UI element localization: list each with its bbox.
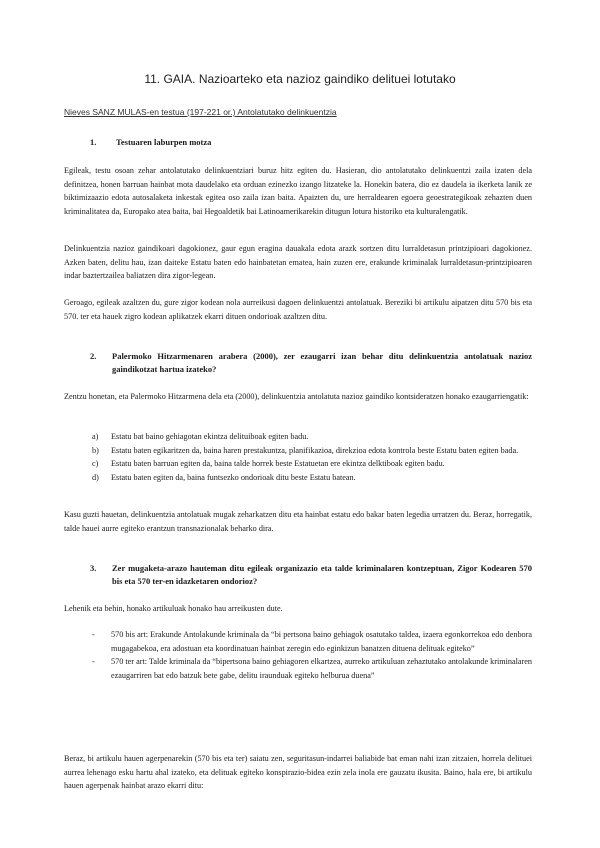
list-item-text: 570 ter art: Talde kriminala da “bipertsona baino gehiagoren elkartzea, aurreko artikuluan zehaztutako antolakunde kriminalaren ezaugarriren bat edo batzuk bete gabe, delitu iraunduak egiteko helburua duena” xyxy=(111,657,532,680)
section-1-title: Testuaren laburpen motza xyxy=(116,137,212,147)
section-2-intro: Zentzu honetan, eta Palermoko Hitzarmena dela eta (2000), delinkuentzia antolatuta nazioz gaindiko kontsideratzen honako ezaugarriengatik: xyxy=(64,392,529,401)
source-reference: Nieves SANZ MULAS-en testua (197-221 or.) Antolatutako delinkuentzia xyxy=(64,107,337,117)
articles-list xyxy=(92,628,532,682)
section-2-title: Palermoko Hitzarmenaren arabera (2000), zer ezaugarri izan behar ditu delinkuentzia antolatuak nazioz gaindikotzat hartua izateko? xyxy=(112,351,532,374)
section-3-intro: Lehenik eta behin, honako artikuluak honako hau arreikusten dute. xyxy=(64,604,283,613)
list-item-text: Estatu bat baino gehiagotan ekintza delituiboak egiten badu. xyxy=(111,432,309,441)
criteria-list xyxy=(92,430,532,484)
list-item xyxy=(92,430,532,444)
list-item-text: Estatu baten egikaritzen da, baina haren prestakuntza, planifikazioa, direkzioa edota kontrola beste Estatu baten egiten bada. xyxy=(111,445,519,455)
list-item xyxy=(92,444,532,458)
list-marker: c) xyxy=(92,459,99,468)
document-title: 11. GAIA. Nazioarteko eta nazioz gaindiko delituei lotutako xyxy=(144,72,456,86)
section-2-number: 2. xyxy=(90,351,97,361)
list-marker: - xyxy=(92,630,95,639)
section-1-paragraph: Egileak, testu osoan zehar antolatutako delinkuentziari buruz hitz egiten du. Hasieran, dio antolatutako delinkuentzi zaila izaten dela definitzea, honen barruan hainbat mota daudelako eta orduan ezinezko izango litzateke la. Honekin batera, dio ez daudela ia ikerketa lanik ze biktimizaazio edota autosalaketa inkestak egitea oso zaila izan baita. Apaizten du, ure herraldearen egoera geoestrategikoak zehazten duen kriminalitatea da, Europako atea baita, bai Hegoaldetik bai Latinoamerikarekin ditugun lotura historiko eta kulturalengatik. xyxy=(64,166,532,216)
list-item-text: Estatu baten barruan egiten da, baina talde horrek beste Estatuetan ere ekintza delktiboak egiten badu. xyxy=(111,459,445,468)
section-2-closing: Kasu guzti hauetan, delinkuentzia antolatuak mugak zeharkatzen ditu eta hainbat estatu edo bakar baten legedia urratzen du. Beraz, horregatik, talde hauei aurre egiteko erantzun transnazionalak beharko dira. xyxy=(64,510,532,533)
list-marker: d) xyxy=(92,472,99,482)
section-3-heading xyxy=(64,562,532,588)
list-item xyxy=(92,471,532,485)
section-2-heading xyxy=(64,350,532,376)
list-marker: a) xyxy=(92,432,99,441)
list-item xyxy=(92,457,532,471)
section-1-paragraph: Geroago, egileak azaltzen du, gure zigor kodean nola aurreikusi dagoen delinkuentzi antolatuak. Bereziki bi artikulu aipatzen ditu 570 bis eta 570. ter eta hauek zigro kodean aplikatzek ekarri dituen ondorioak azaltzen ditu. xyxy=(64,298,532,321)
list-item-text: Estatu baten egiten da, baina funtsezko ondorioak ditu beste Estatu batean. xyxy=(111,472,356,482)
list-item xyxy=(92,655,532,682)
section-1-heading xyxy=(64,136,532,149)
section-1-number: 1. xyxy=(90,137,97,147)
list-item-text: 570 bis art: Erakunde Antolakunde kriminala da “bi pertsona baino gehiagok osatutako taldea, izaera egonkorrekoa edo denbora mugagabekoa, era adostuan eta koordinatuan hainbat zeregin edo eginkizun banatzen dituena delituak egiteko” xyxy=(111,630,532,653)
list-marker: b) xyxy=(92,445,99,455)
list-item xyxy=(92,628,532,655)
section-3-title: Zer mugaketa-arazo hauteman ditu egileak organizazio eta talde kriminalaren kontzeptuan, Zigor Kodearen 570 bis eta 570 ter-en idazketaren ondorioz? xyxy=(112,563,532,586)
section-3-number: 3. xyxy=(90,563,97,573)
section-3-closing: Beraz, bi artikulu hauen agerpenarekin (570 bis eta ter) saiatu zen, seguritasun-indarrei baliabide bat eman nahi izan zitzaien, horrela delituei aurrea lehenago esku hartu ahal izateko, eta delituak egiteko konspirazio-bidea ezin zela inola ere gauzatu ikusita. Baino, hala ere, bi artikulu hauen agerpenak hainbat arazo ekarri ditu: xyxy=(64,754,532,790)
section-1-paragraph: Delinkuentzia nazioz gaindikoari dagokionez, gaur egun eragina dauakala edota arazk sortzen ditu lurraldetasun printzipioari dagokionez. Azken baten, delitu hau, izan daiteke Estatu baten edo hainbatetan ematea, hain zuzen ere, erakunde kriminalak lurraldetasun-printzipioaren indar baztertzailea baliatzen dira zigor-legean. xyxy=(64,244,532,280)
list-marker: - xyxy=(92,657,95,666)
